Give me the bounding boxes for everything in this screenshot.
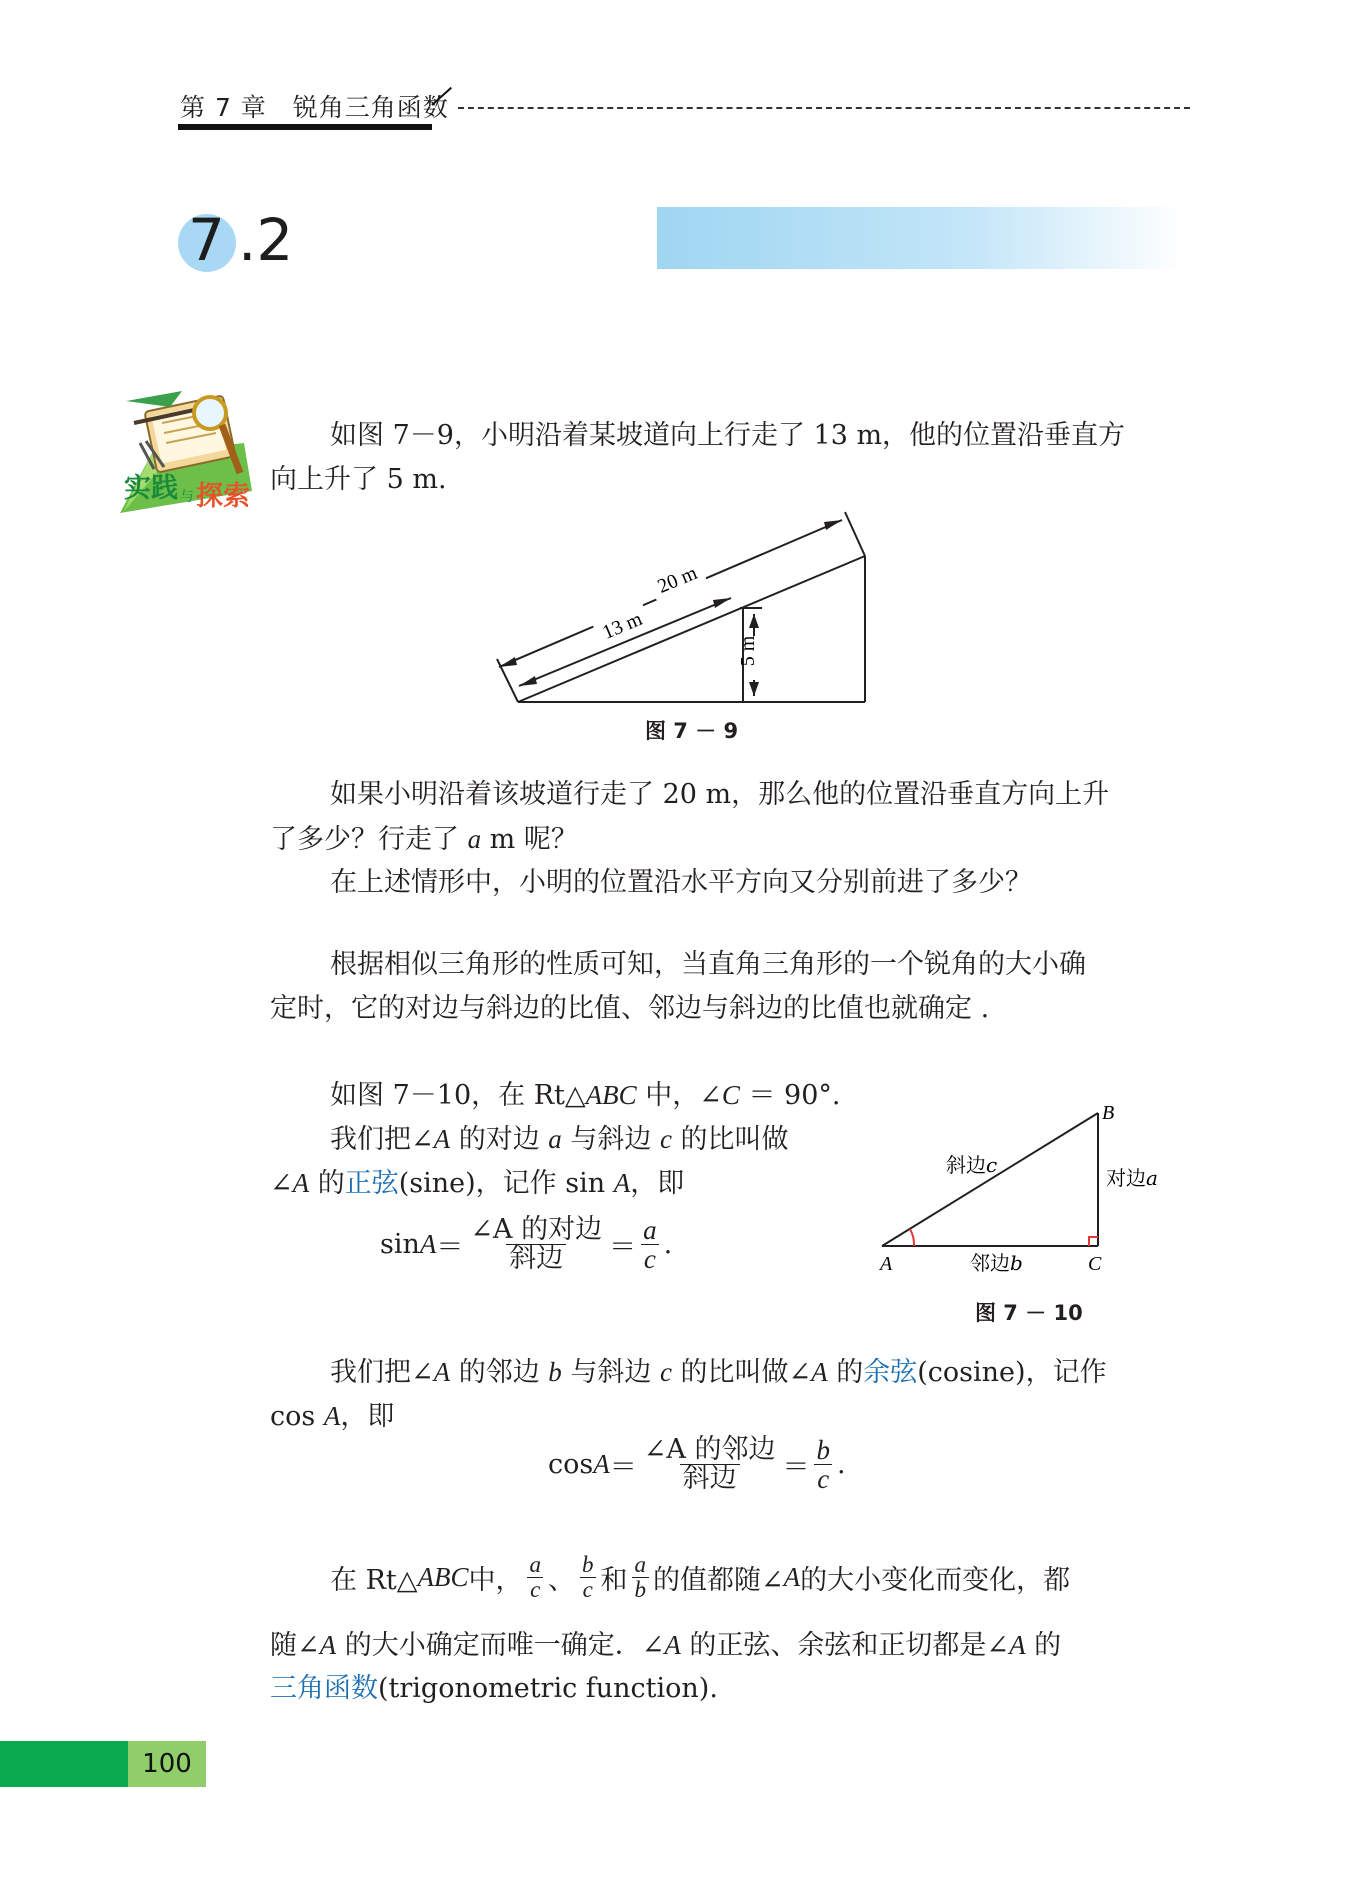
label-20m: 20 m bbox=[654, 561, 701, 598]
page-number: 100 bbox=[142, 1749, 192, 1779]
conclusion-line3: 三角函数(trigonometric function). bbox=[270, 1673, 718, 1704]
chapter-header: 第 7 章 锐角三角函数 bbox=[180, 93, 449, 122]
figure2-caption: 图 7 － 10 bbox=[975, 1301, 1083, 1325]
property-line2: 定时，它的对边与斜边的比值、邻边与斜边的比值也就确定 . bbox=[270, 993, 990, 1024]
property-line1: 根据相似三角形的性质可知，当直角三角形的一个锐角的大小确 bbox=[330, 949, 1086, 980]
label-5m: 5 m bbox=[737, 635, 759, 667]
figure1-caption: 图 7 － 9 bbox=[645, 719, 739, 743]
sine-line3: ∠A 的正弦(sine)，记作 sin A，即 bbox=[270, 1168, 685, 1199]
cosine-formula: cos A ＝ $\frac{\text{∠A 的邻边}}{\text{斜边}}$ ＝ $\frac{b}{c}$ . bbox=[548, 1434, 846, 1495]
icon-label-and: 与 bbox=[180, 489, 194, 505]
keyword-cosine: 余弦 bbox=[863, 1357, 918, 1388]
cosine-line1: 我们把∠A 的邻边 b 与斜边 c 的比叫做∠A 的余弦(cosine)，记作 bbox=[330, 1357, 1107, 1388]
label-adjacent: 邻边b bbox=[970, 1251, 1023, 1275]
vertex-b: B bbox=[1102, 1102, 1115, 1124]
page-number-strip bbox=[0, 1741, 128, 1787]
section-title-bar bbox=[657, 207, 1185, 269]
keyword-trig-function: 三角函数 bbox=[270, 1673, 378, 1704]
sine-line1: 如图 7－10，在 Rt△ABC 中，∠C ＝ 90°. bbox=[330, 1080, 841, 1111]
conclusion-line1: 在 Rt△ ABC 中， $\frac{a}{c}$ 、 $\frac{b}{c}$ 和 $\frac{a}{b}$ 的值都随∠ A 的大小变化而变化，都 bbox=[330, 1552, 1071, 1603]
figure-slope-diagram bbox=[490, 500, 890, 715]
question1-line1: 如果小明沿着该坡道行走了 20 m，那么他的位置沿垂直方向上升 bbox=[330, 779, 1110, 810]
keyword-sine: 正弦 bbox=[344, 1168, 399, 1199]
section-number-sub: .2 bbox=[238, 206, 294, 274]
cosine-line2: cos A，即 bbox=[270, 1401, 395, 1432]
label-13m: 13 m bbox=[599, 607, 646, 644]
practice-explore-icon bbox=[112, 383, 262, 521]
label-opposite: 对边a bbox=[1106, 1166, 1158, 1190]
practice-text-line2: 向上升了 5 m. bbox=[270, 464, 447, 495]
practice-text-line1: 如图 7－9，小明沿着某坡道向上行走了 13 m，他的位置沿垂直方 bbox=[330, 420, 1126, 451]
question1-line2: 了多少？行走了 a m 呢？ bbox=[270, 824, 578, 855]
header-dashed-rule bbox=[458, 107, 1190, 109]
label-hypotenuse: 斜边c bbox=[946, 1153, 998, 1177]
question2: 在上述情形中，小明的位置沿水平方向又分别前进了多少？ bbox=[330, 867, 1032, 898]
sine-formula: sin A ＝ $\frac{\text{∠A 的对边}}{\text{斜边}}$ ＝ $\frac{a}{c}$ . bbox=[380, 1214, 673, 1275]
conclusion-line2: 随∠A 的大小确定而唯一确定．∠A 的正弦、余弦和正切都是∠A 的 bbox=[270, 1630, 1062, 1661]
sine-line2: 我们把∠A 的对边 a 与斜边 c 的比叫做 bbox=[330, 1124, 789, 1155]
header-underline bbox=[178, 124, 432, 130]
section-number-main: 7 bbox=[188, 206, 225, 274]
icon-label-practice: 实践 bbox=[124, 473, 178, 504]
figure-right-triangle bbox=[870, 1095, 1170, 1285]
vertex-a: A bbox=[880, 1253, 893, 1275]
icon-label-explore: 探索 bbox=[196, 481, 250, 512]
vertex-c: C bbox=[1088, 1253, 1102, 1275]
